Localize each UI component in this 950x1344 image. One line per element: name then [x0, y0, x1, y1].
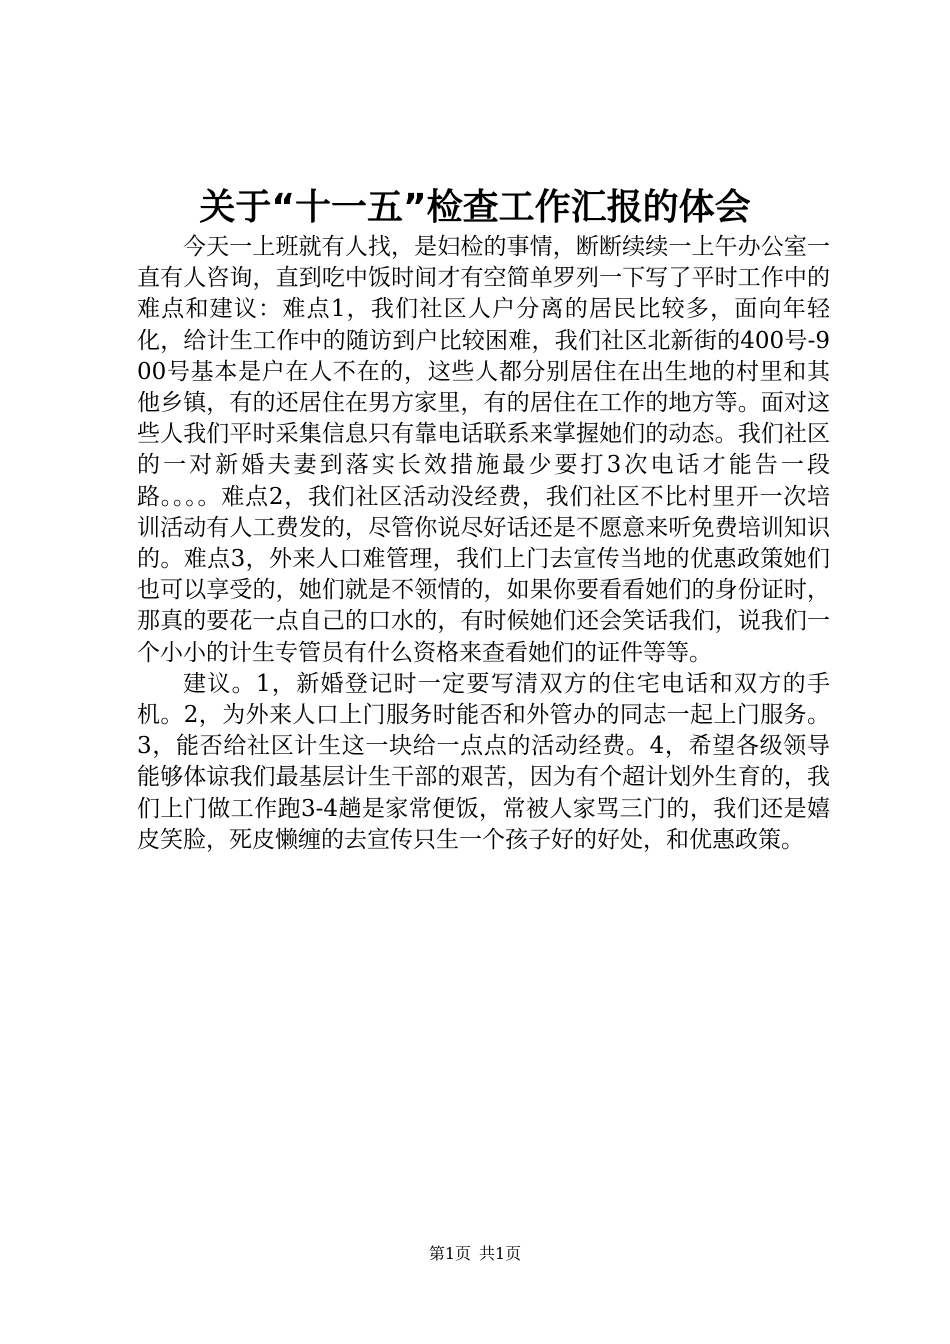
page-number-current: 第1页: [428, 1244, 471, 1263]
document-title: 关于“十一五”检查工作汇报的体会: [199, 187, 751, 228]
paragraph-difficulties: 今天一上班就有人找，是妇检的事情，断断续续一上午办公室一直有人咨询，直到吃中饭时间才有空简单罗列一下写了平时工作中的难点和建议：难点1，我们社区人户分离的居民比较多，面向年轻化，给计生工作中的随访到户比较困难，我们社区北新街的400号-900号基本是户在人不在的，这些人都分别居住在出生地的村里和其他乡镇，有的还居住在男方家里，有的居住在工作的地方等。面对这些人我们平时采集信息只有靠电话联系来掌握她们的动态。我们社区的一对新婚夫妻到落实长效措施最少要打3次电话才能告一段路。。。。难点2，我们社区活动没经费，我们社区不比村里开一次培训活动有人工费发的，尽管你说尽好话还是不愿意来听免费培训知识的。难点3，外来人口难管理，我们上门去宣传当地的优惠政策她们也可以享受的，她们就是不领情的，如果你要看看她们的身份证时，那真的要花一点自己的口水的，有时候她们还会笑话我们，说我们一个小小的计生专管员有什么资格来查看她们的证件等等。: [137, 234, 830, 666]
page-footer: [0, 1244, 950, 1264]
document-body: [137, 232, 830, 856]
page-number-total: 共1页: [479, 1244, 522, 1263]
paragraph-suggestions: 建议。1，新婚登记时一定要写清双方的住宅电话和双方的手机。2，为外来人口上门服务时能否和外管办的同志一起上门服务。3，能否给社区计生这一块给一点点的活动经费。4，希望各级领导能够体谅我们最基层计生干部的艰苦，因为有个超计划外生育的，我们上门做工作跑3-4趟是家常便饭，常被人家骂三门的，我们还是嬉皮笑脸，死皮懒缠的去宣传只生一个孩子好的好处，和优惠政策。: [137, 670, 830, 853]
